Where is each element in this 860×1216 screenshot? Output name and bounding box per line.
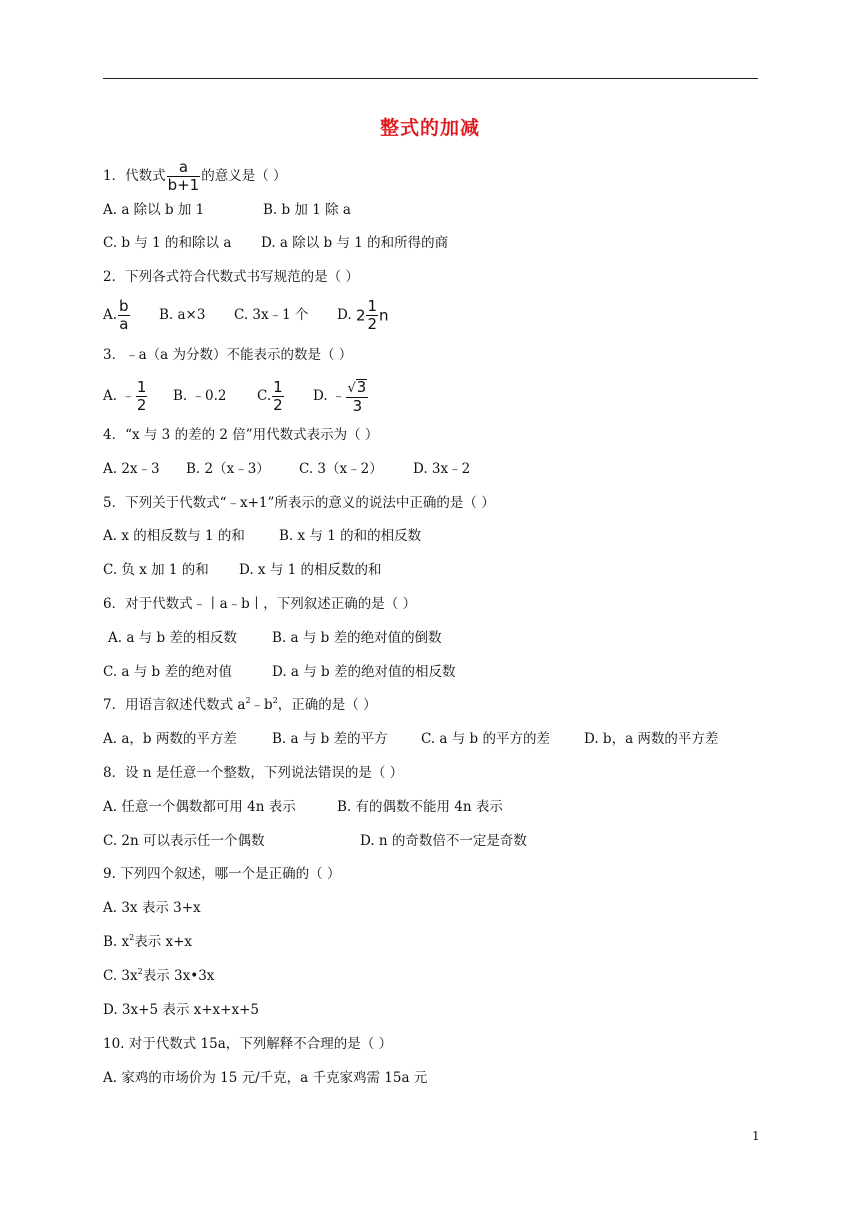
q1-option-b: B. b 加 1 除 a xyxy=(263,202,351,218)
question-5-options-ab xyxy=(103,527,421,545)
q7-exp-2: 2 xyxy=(272,696,278,705)
q1-prefix: 1．代数式 xyxy=(103,168,166,184)
q7-stem-post: ，正确的是（ ） xyxy=(277,697,377,713)
q7-option-a: A. a，b 两数的平方差 xyxy=(103,731,237,747)
q7-stem-pre: 7．用语言叙述代数式 a xyxy=(103,697,246,713)
q9-b-post: 表示 x+x xyxy=(134,934,193,950)
q3-option-a-label: A. ﹣ xyxy=(103,388,135,404)
q4-option-d: D. 3x﹣2 xyxy=(413,461,471,477)
question-6-options-ab xyxy=(108,629,442,647)
q3-c-den: 2 xyxy=(273,396,283,414)
question-5-stem: 5．下列关于代数式“﹣x+1”所表示的意义的说法中正确的是（ ） xyxy=(103,495,495,511)
q3-d-den: 3 xyxy=(352,397,363,415)
q5-option-d: D. x 与 1 的相反数的和 xyxy=(239,562,382,578)
question-5-options-cd xyxy=(103,561,382,579)
q10-option-a: A. 家鸡的市场价为 15 元/千克，a 千克家鸡需 15a 元 xyxy=(103,1070,428,1086)
q5-option-a: A. x 的相反数与 1 的和 xyxy=(103,528,245,544)
q2-option-d-fraction xyxy=(366,299,378,332)
question-10-stem: 10. 对于代数式 15a，下列解释不合理的是（ ） xyxy=(103,1036,393,1052)
q1-option-d: D. a 除以 b 与 1 的和所得的商 xyxy=(261,235,449,251)
question-8-options-ab xyxy=(103,798,503,816)
q9-option-b xyxy=(103,933,192,951)
question-8-stem: 8．设 n 是任意一个整数，下列说法错误的是（ ） xyxy=(103,765,404,781)
q7-option-c: C. a 与 b 的平方的差 xyxy=(421,731,550,747)
q9-option-d: D. 3x+5 表示 x+x+x+5 xyxy=(103,1002,259,1018)
question-4-stem: 4．“x 与 3 的差的 2 倍”用代数式表示为（ ） xyxy=(103,427,379,443)
q4-option-c: C. 3（x﹣2） xyxy=(299,461,383,477)
q2-option-d-label: D. xyxy=(337,307,356,323)
q2-a-num: b xyxy=(119,297,129,315)
q8-option-c: C. 2n 可以表示任一个偶数 xyxy=(103,833,265,849)
q2-d-var: n xyxy=(379,306,389,325)
question-1-stem xyxy=(103,160,287,193)
q3-option-a-fraction xyxy=(136,380,148,413)
q4-option-a: A. 2x﹣3 xyxy=(103,461,160,477)
q6-option-c: C. a 与 b 差的绝对值 xyxy=(103,664,232,680)
question-2-stem: 2．下列各式符合代数式书写规范的是（ ） xyxy=(103,269,359,285)
q5-option-b: B. x 与 1 的和的相反数 xyxy=(279,528,422,544)
q2-d-whole: 2 xyxy=(355,306,366,325)
question-7-options xyxy=(103,730,718,748)
q1-option-a: A. a 除以 b 加 1 xyxy=(103,202,205,218)
q9-b-exp: 2 xyxy=(129,933,135,942)
question-7-stem xyxy=(103,696,377,714)
question-8-options-cd xyxy=(103,832,527,850)
question-1-options-cd xyxy=(103,234,448,252)
q3-option-d-fraction xyxy=(346,379,368,414)
q7-exp-1: 2 xyxy=(245,696,251,705)
q3-option-c-label: C. xyxy=(257,388,272,404)
question-6-stem: 6．对于代数式﹣丨a﹣b丨，下列叙述正确的是（ ） xyxy=(103,596,417,612)
header-rule xyxy=(103,78,758,79)
sqrt-icon: √ xyxy=(347,381,356,396)
question-2-options xyxy=(103,299,389,332)
q1-fraction xyxy=(167,160,201,193)
question-1-options-ab xyxy=(103,201,351,219)
q7-option-d: D. b，a 两数的平方差 xyxy=(584,731,719,747)
q9-c-exp: 2 xyxy=(137,967,143,976)
q6-option-b: B. a 与 b 差的绝对值的倒数 xyxy=(272,630,442,646)
q8-option-b: B. 有的偶数不能用 4n 表示 xyxy=(337,799,503,815)
q9-option-a: A. 3x 表示 3+x xyxy=(103,900,201,916)
q9-c-post: 表示 3x•3x xyxy=(142,968,215,984)
q7-stem-mid: ﹣b xyxy=(250,697,273,713)
q9-c-pre: C. 3x xyxy=(103,968,138,984)
q8-option-a: A. 任意一个偶数都可用 4n 表示 xyxy=(103,799,296,815)
question-3-stem: 3．﹣a（a 为分数）不能表示的数是（ ） xyxy=(103,347,353,363)
question-6-options-cd xyxy=(103,663,456,681)
q9-b-pre: B. x xyxy=(103,934,130,950)
q2-option-a-fraction xyxy=(118,299,130,332)
question-4-options xyxy=(103,460,470,478)
q2-option-c: C. 3x﹣1 个 xyxy=(234,307,309,323)
page-number: 1 xyxy=(752,1129,760,1143)
q1-frac-num: a xyxy=(178,158,189,176)
q4-option-b: B. 2（x﹣3） xyxy=(186,461,270,477)
q6-option-d: D. a 与 b 差的绝对值的相反数 xyxy=(272,664,456,680)
q2-option-b: B. a×3 xyxy=(159,307,206,323)
q6-option-a: A. a 与 b 差的相反数 xyxy=(108,630,237,646)
q3-option-c-fraction xyxy=(272,380,284,413)
q1-option-c: C. b 与 1 的和除以 a xyxy=(103,235,232,251)
q3-option-b: B. ﹣0.2 xyxy=(173,388,227,404)
q1-frac-den: b+1 xyxy=(167,176,200,194)
q3-c-num: 1 xyxy=(273,378,283,396)
q2-a-den: a xyxy=(119,315,129,333)
q1-suffix: 的意义是（ ） xyxy=(201,168,287,184)
q3-a-num: 1 xyxy=(136,378,147,396)
q3-a-den: 2 xyxy=(136,396,147,414)
question-3-options xyxy=(103,379,369,414)
q2-option-a-label: A. xyxy=(103,307,118,323)
q2-d-num: 1 xyxy=(367,297,378,315)
q2-d-den: 2 xyxy=(367,315,378,333)
q8-option-d: D. n 的奇数倍不一定是奇数 xyxy=(360,833,527,849)
question-9-stem: 9. 下列四个叙述，哪一个是正确的（ ） xyxy=(103,866,341,882)
q7-option-b: B. a 与 b 差的平方 xyxy=(272,731,388,747)
q3-option-d-label: D. ﹣ xyxy=(313,388,346,404)
q5-option-c: C. 负 x 加 1 的和 xyxy=(103,562,209,578)
q9-option-c xyxy=(103,967,214,985)
q3-d-radicand: 3 xyxy=(356,378,367,396)
page-title: 整式的加减 xyxy=(379,117,480,139)
